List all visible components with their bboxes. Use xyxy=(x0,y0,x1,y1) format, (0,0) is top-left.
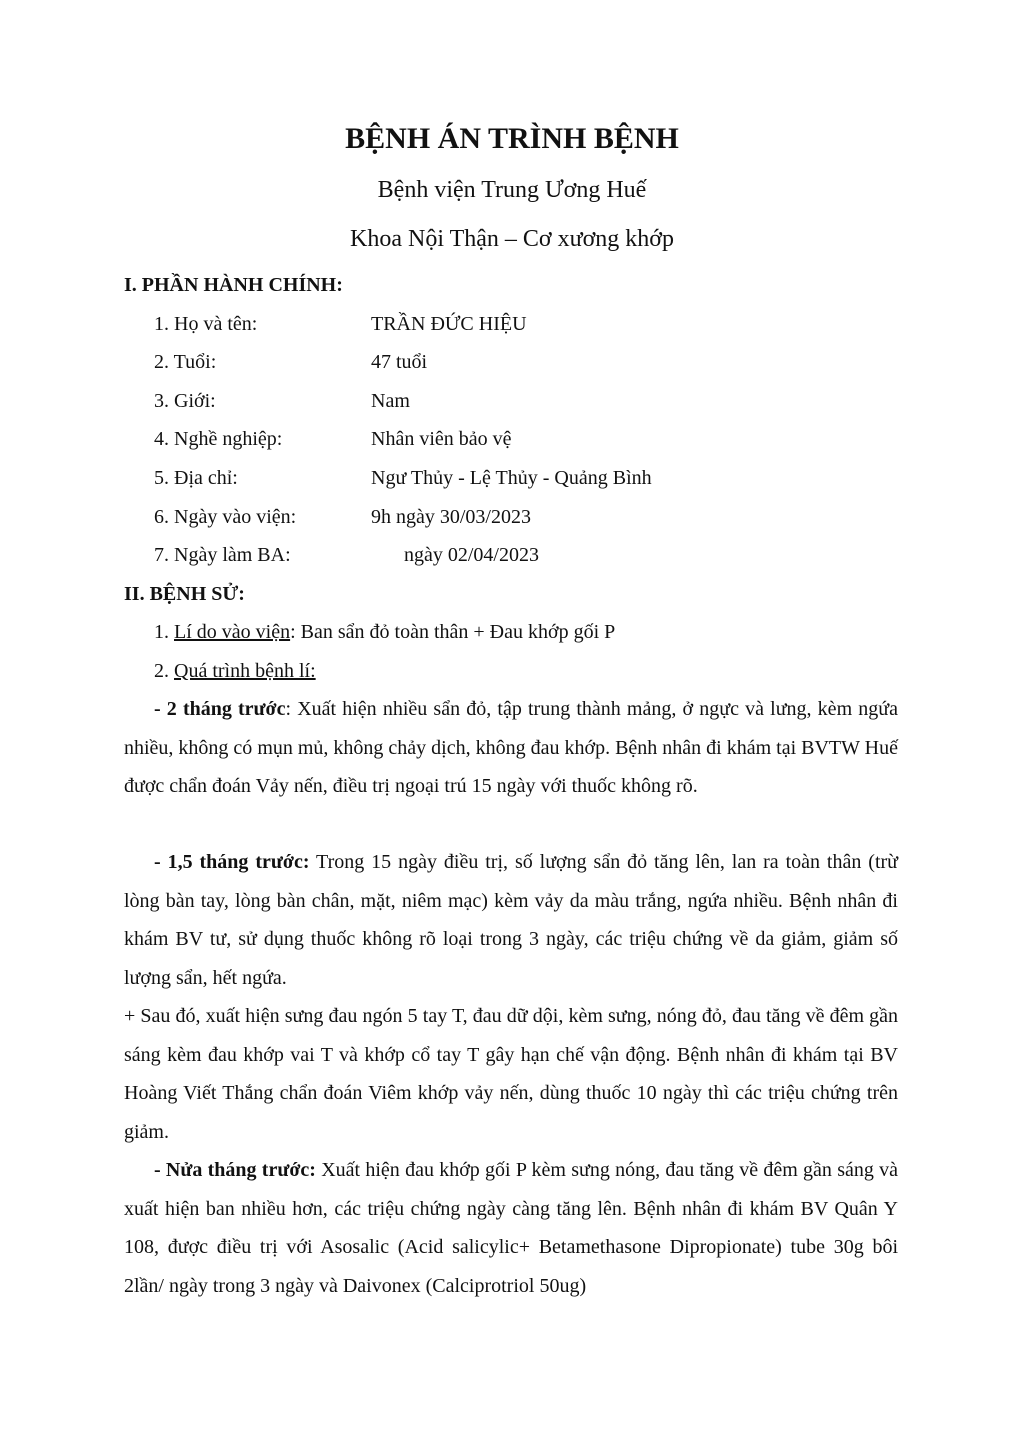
paragraph-lead: - Nửa tháng trước: xyxy=(154,1159,316,1181)
reason-text: : Ban sẩn đỏ toàn thân + Đau khớp gối P xyxy=(290,621,616,643)
history-paragraph xyxy=(124,997,898,1151)
reason-number: 1. xyxy=(154,621,174,643)
field-value: ngày 02/04/2023 xyxy=(404,544,539,566)
history-paragraph xyxy=(124,1151,898,1305)
paragraph-lead: - 2 tháng trước xyxy=(154,698,286,720)
paragraph-text: Trong 15 ngày điều trị, số lượng sẩn đỏ tăng lên, lan ra toàn thân (trừ lòng bàn tay, lòng bàn chân, mặt, niêm mạc) kèm vảy da màu trắng, ngứa nhiều. Bệnh nhân đi khám BV tư, sử dụng thuốc không rõ loại trong 3 ngày, các triệu chứng về da giảm, giảm số lượng sẩn, hết ngứa. xyxy=(124,851,899,989)
field-label: 4. Nghề nghiệp: xyxy=(154,428,283,450)
field-value: TRẦN ĐỨC HIỆU xyxy=(371,313,527,335)
reason-for-admission xyxy=(154,621,615,644)
field-value: 9h ngày 30/03/2023 xyxy=(371,506,531,528)
field-value: Nam xyxy=(371,390,410,412)
field-label: 7. Ngày làm BA: xyxy=(154,544,291,566)
field-label: 1. Họ và tên: xyxy=(154,313,258,335)
paragraph-text: Xuất hiện đau khớp gối P kèm sưng nóng, đau tăng về đêm gần sáng và xuất hiện ban nhiều hơn, các triệu chứng ngày càng tăng lên. Bệnh nhân đi khám BV Quân Y 108, được điều trị với Asosalic (Acid salicylic+ Betamethasone Dipropionate) tube 30g bôi 2lần/ ngày trong 3 ngày và Daivonex (Calciprotriol 50ug) xyxy=(124,1159,898,1297)
field-label: 5. Địa chỉ: xyxy=(154,467,238,489)
field-value: Nhân viên bảo vệ xyxy=(371,428,512,450)
paragraph-lead: - 1,5 tháng trước: xyxy=(154,851,310,873)
history-section-heading: II. BỆNH SỬ: xyxy=(124,583,245,605)
paragraph-text: : Xuất hiện nhiều sẩn đỏ, tập trung thành mảng, ở ngực và lưng, kèm ngứa nhiều, không có mụn mủ, không chảy dịch, không đau khớp. Bệnh nhân đi khám tại BVTW Huế được chẩn đoán Vảy nến, điều trị ngoại trú 15 ngày với thuốc không rõ. xyxy=(124,698,898,797)
history-paragraph xyxy=(124,690,898,806)
admin-section-heading: I. PHẦN HÀNH CHÍNH: xyxy=(124,274,343,296)
field-label: 6. Ngày vào viện: xyxy=(154,506,297,528)
field-value: Ngư Thủy - Lệ Thủy - Quảng Bình xyxy=(371,467,652,489)
course-label: Quá trình bệnh lí: xyxy=(174,660,316,682)
course-number: 2. xyxy=(154,660,174,682)
disease-course-heading xyxy=(154,660,316,683)
document-title: BỆNH ÁN TRÌNH BỆNH xyxy=(345,122,679,155)
history-paragraph xyxy=(124,843,898,997)
field-label: 2. Tuổi: xyxy=(154,351,217,373)
reason-label: Lí do vào viện xyxy=(174,621,291,643)
hospital-name: Bệnh viện Trung Ương Huế xyxy=(377,177,647,203)
paragraph-text: + Sau đó, xuất hiện sưng đau ngón 5 tay T, đau dữ dội, kèm sưng, nóng đỏ, đau tăng về đêm gần sáng kèm đau khớp vai T và khớp cổ tay T gây hạn chế vận động. Bệnh nhân đi khám tại BV Hoàng Viết Thắng chẩn đoán Viêm khớp vảy nến, dùng thuốc 10 ngày thì các triệu chứng trên giảm. xyxy=(124,1005,898,1143)
department-name: Khoa Nội Thận – Cơ xương khớp xyxy=(350,226,674,252)
field-label: 3. Giới: xyxy=(154,390,216,412)
field-value: 47 tuổi xyxy=(371,351,428,373)
